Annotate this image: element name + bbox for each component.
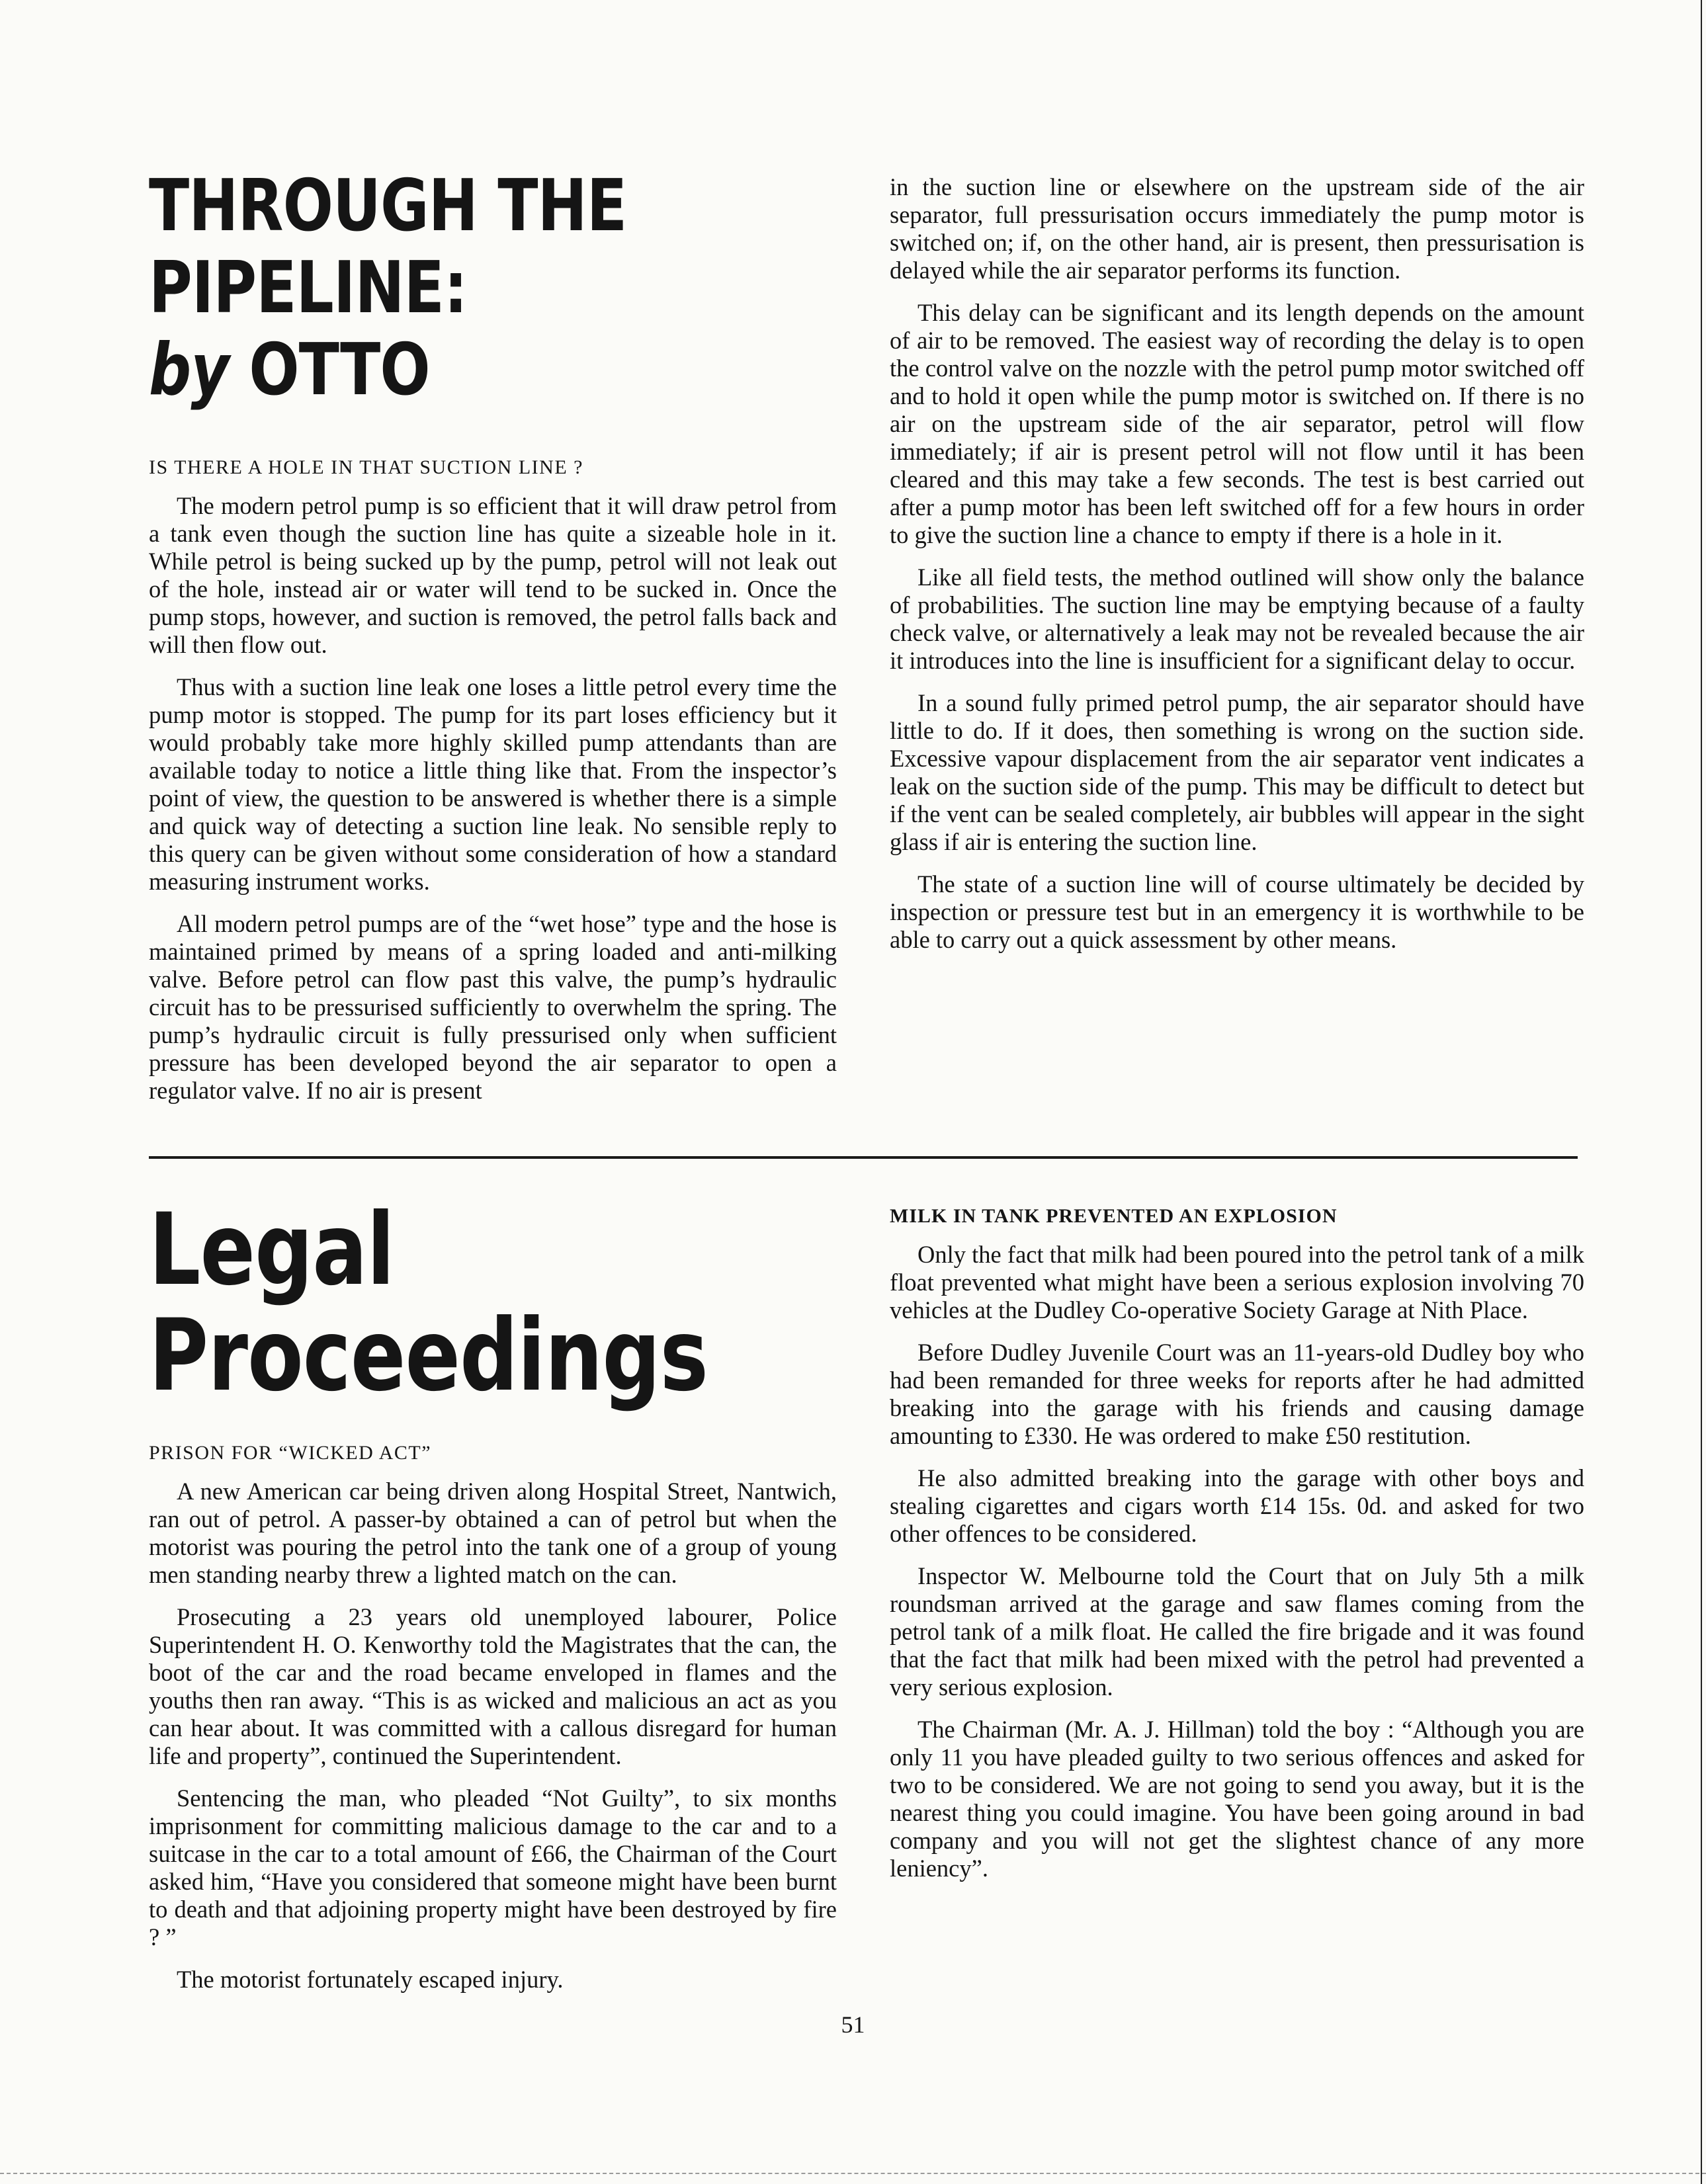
pipeline-paragraph: The state of a suction line will of course ultimately be decided by inspection or pressure test but in an emergency it is worthwhile to be able to carry out a quick assessment by other means. [890, 870, 1584, 953]
pipeline-paragraph: In a sound fully primed petrol pump, the air separator should have little to do. If it does, then something is wrong on the suction side. Excessive vapour displacement from the air separator vent indicates a leak on the suction side of the pump. This may be difficult to detect but if the vent can be sealed completely, air bubbles will appear in the sight glass if air is entering the suction line. [890, 689, 1584, 855]
legal-paragraph: Before Dudley Juvenile Court was an 11-years-old Dudley boy who had been remanded for three weeks for reports after he had admitted breaking into the garage with his friends and causing damage amounting to £330. He was ordered to make £50 restitution. [890, 1339, 1584, 1449]
legal-paragraph: Only the fact that milk had been poured into the petrol tank of a milk float prevented what might have been a serious explosion involving 70 vehicles at the Dudley Co-operative Society Garage at Nith Place. [890, 1241, 1584, 1323]
pipeline-paragraph: Thus with a suction line leak one loses a little petrol every time the pump motor is stopped. The pump for its part loses efficiency but it would probably take more highly skilled pump attendants than are available today to notice a little thing like that. From the inspector’s point of view, the question to be answered is whether there is a simple and quick way of detecting a suction line leak. No sensible reply to this query can be given without some consideration of how a standard measuring instrument works. [149, 673, 837, 895]
legal-paragraph: Inspector W. Melbourne told the Court that on July 5th a milk roundsman arrived at the garage and saw flames coming from the petrol tank of a milk float. He called the fire brigade and it was found that the fact that milk had been mixed with the petrol had prevented a very serious explosion. [890, 1562, 1584, 1701]
page-number: 51 [841, 2011, 865, 2038]
pipeline-paragraph: All modern petrol pumps are of the “wet hose” type and the hose is maintained primed by means of a spring loaded and anti-milking valve. Before petrol can flow past this valve, the pump’s hydraulic circuit has to be pressurised sufficiently to overwhelm the spring. The pump’s hydraulic circuit is fully pressurised only when sufficient pressure has been developed beyond the air separator to open a regulator valve. If no air is present [149, 910, 837, 1104]
legal-article-right-column [890, 1205, 1584, 1897]
scan-bottom-edge [0, 2173, 1706, 2174]
pipeline-paragraph: The modern petrol pump is so efficient that it will draw petrol from a tank even though the suction line has quite a sizeable hole in it. While petrol is being sucked up by the pump, petrol will not leak out of the hole, instead air or water will tend to be sucked in. Once the pump stops, however, and suction is removed, the petrol falls back and will then flow out. [149, 492, 837, 658]
title-line-1: THROUGH THE PIPELINE: [149, 165, 627, 329]
title-author: OTTO [249, 329, 430, 411]
pipeline-continuation: in the suction line or elsewhere on the upstream side of the air separator, full pressurisation occurs immediately the pump motor is switched on; if, on the other hand, air is present, then pressurisation is delayed while the air separator performs its function. [890, 173, 1584, 284]
section-divider [149, 1156, 1578, 1159]
legal-paragraph: He also admitted breaking into the garage with other boys and stealing cigarettes and cigars worth £14 15s. 0d. and asked for two other offences to be considered. [890, 1464, 1584, 1547]
prison-subheading: PRISON FOR “WICKED ACT” [149, 1442, 432, 1464]
milk-subheading: MILK IN TANK PREVENTED AN EXPLOSION [890, 1205, 1338, 1227]
pipeline-article-left-column [149, 165, 837, 1119]
pipeline-article-title [149, 165, 835, 411]
pipeline-article-right-column [890, 173, 1584, 968]
legal-paragraph: The Chairman (Mr. A. J. Hillman) told the boy : “Although you are only 11 you have pleaded guilty to two serious offences and asked for two to be considered. We are not going to send you away, but it is the nearest thing you could imagine. You have been going around in bad company and you will not get the slightest chance of any more leniency”. [890, 1716, 1584, 1882]
pipeline-paragraph: Like all field tests, the method outlined will show only the balance of probabilities. The suction line may be emptying because of a faulty check valve, or alternatively a leak may not be revealed because the air it introduces into the line is insufficient for a significant delay to occur. [890, 564, 1584, 674]
title-by: by [149, 329, 229, 411]
legal-paragraph: The motorist fortunately escaped injury. [177, 1966, 564, 1993]
legal-paragraph: A new American car being driven along Hospital Street, Nantwich, ran out of petrol. A passer-by obtained a can of petrol but when the motorist was pouring the petrol into the tank one of a group of young men standing nearby threw a lighted match on the can. [149, 1478, 837, 1588]
legal-article-left-column [149, 1193, 837, 2008]
legal-paragraph: Sentencing the man, who pleaded “Not Guilty”, to six months imprisonment for committing malicious damage to the car and to a suitcase in the car to a total amount of £66, the Chairman of the Court asked him, “Have you considered that someone might have been burnt to death and that adjoining property might have been destroyed by fire ? ” [149, 1785, 837, 1951]
pipeline-paragraph: This delay can be significant and its length depends on the amount of air to be removed. The easiest way of recording the delay is to open the control valve on the nozzle with the petrol pump motor switched off and to hold it open while the pump motor is switched on. If there is no air on the upstream side of the air separator, petrol will flow immediately; if air is present petrol will not flow until it has been cleared and this may take a few seconds. The test is best carried out after a pump motor has been left switched off for a few hours in order to give the suction line a chance to empty if there is a hole in it. [890, 299, 1584, 548]
pipeline-subheading: IS THERE A HOLE IN THAT SUCTION LINE ? [149, 456, 583, 478]
legal-paragraph: Prosecuting a 23 years old unemployed labourer, Police Superintendent H. O. Kenworthy told the Magistrates that the can, the boot of the car and the road became enveloped in flames and the youths then ran away. “This is as wicked and malicious an act as you can hear about. It was committed with a callous disregard for human life and property”, continued the Superintendent. [149, 1603, 837, 1769]
scan-right-edge [1701, 0, 1702, 2184]
legal-proceedings-title: Legal Proceedings [149, 1193, 708, 1413]
